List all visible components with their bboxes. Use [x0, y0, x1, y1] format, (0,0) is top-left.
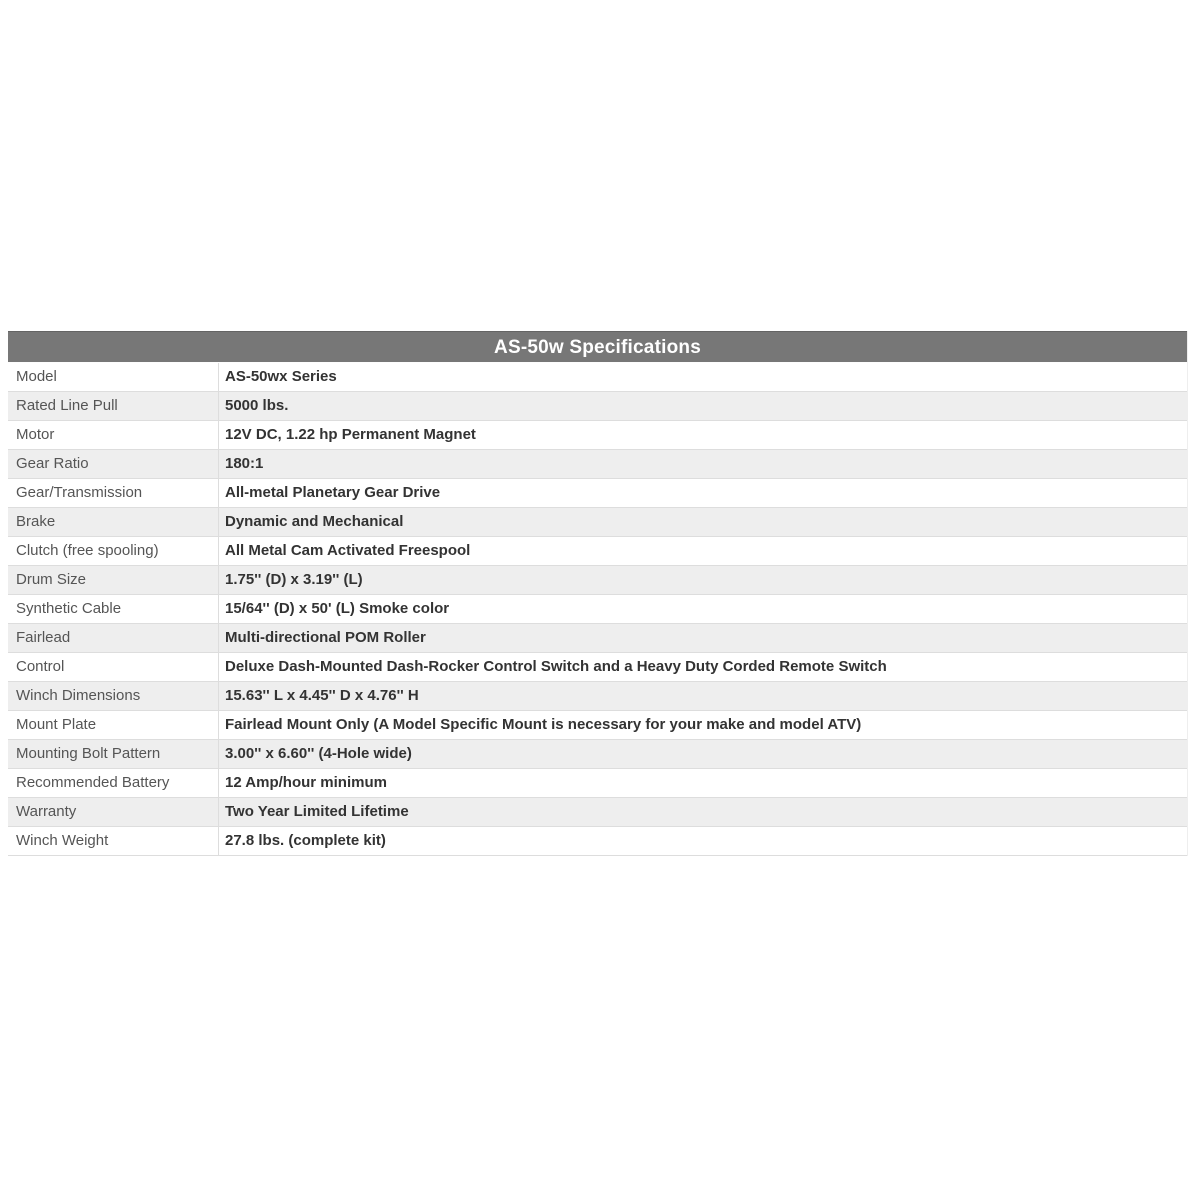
spec-value: All Metal Cam Activated Freespool — [225, 542, 471, 559]
spec-label: Gear Ratio — [8, 450, 219, 478]
spec-label: Gear/Transmission — [8, 479, 219, 507]
table-row — [8, 508, 1187, 537]
table-row — [8, 711, 1187, 740]
table-row — [8, 769, 1187, 798]
spec-value: All-metal Planetary Gear Drive — [225, 484, 441, 501]
spec-value: 180:1 — [225, 455, 264, 472]
spec-value: Fairlead Mount Only (A Model Specific Mount is necessary for your make and model ATV) — [225, 716, 862, 733]
table-row — [8, 537, 1187, 566]
spec-value: 5000 lbs. — [225, 397, 289, 414]
spec-value: 15/64'' (D) x 50' (L) Smoke color — [225, 600, 450, 617]
table-row — [8, 798, 1187, 827]
spec-value: Multi-directional POM Roller — [225, 629, 426, 646]
table-row — [8, 595, 1187, 624]
table-title: AS-50w Specifications — [8, 331, 1187, 363]
spec-value: Deluxe Dash-Mounted Dash-Rocker Control Switch and a Heavy Duty Corded Remote Switch — [225, 658, 887, 675]
table-row — [8, 566, 1187, 595]
spec-label: Clutch (free spooling) — [8, 537, 219, 565]
spec-label: Mounting Bolt Pattern — [8, 740, 219, 768]
table-row — [8, 450, 1187, 479]
spec-value: 1.75'' (D) x 3.19'' (L) — [225, 571, 363, 588]
specifications-table — [8, 331, 1188, 856]
table-body — [8, 363, 1187, 856]
spec-value: Two Year Limited Lifetime — [225, 803, 409, 820]
spec-label: Warranty — [8, 798, 219, 826]
spec-value: 12 Amp/hour minimum — [225, 774, 387, 791]
table-row — [8, 653, 1187, 682]
spec-value: 15.63'' L x 4.45'' D x 4.76'' H — [225, 687, 419, 704]
spec-label: Rated Line Pull — [8, 392, 219, 420]
spec-value: 12V DC, 1.22 hp Permanent Magnet — [225, 426, 476, 443]
spec-label: Fairlead — [8, 624, 219, 652]
table-row — [8, 363, 1187, 392]
spec-label: Model — [8, 363, 219, 391]
table-row — [8, 682, 1187, 711]
table-row — [8, 624, 1187, 653]
table-row — [8, 421, 1187, 450]
table-row — [8, 479, 1187, 508]
spec-value: Dynamic and Mechanical — [225, 513, 404, 530]
spec-label: Brake — [8, 508, 219, 536]
spec-label: Control — [8, 653, 219, 681]
spec-value: AS-50wx Series — [225, 368, 337, 385]
spec-value: 27.8 lbs. (complete kit) — [225, 832, 386, 849]
spec-label: Mount Plate — [8, 711, 219, 739]
table-row — [8, 740, 1187, 769]
spec-label: Motor — [8, 421, 219, 449]
table-row — [8, 827, 1187, 856]
spec-value: 3.00'' x 6.60'' (4-Hole wide) — [225, 745, 412, 762]
spec-label: Drum Size — [8, 566, 219, 594]
table-row — [8, 392, 1187, 421]
spec-label: Synthetic Cable — [8, 595, 219, 623]
spec-label: Recommended Battery — [8, 769, 219, 797]
spec-label: Winch Weight — [8, 827, 219, 855]
spec-label: Winch Dimensions — [8, 682, 219, 710]
